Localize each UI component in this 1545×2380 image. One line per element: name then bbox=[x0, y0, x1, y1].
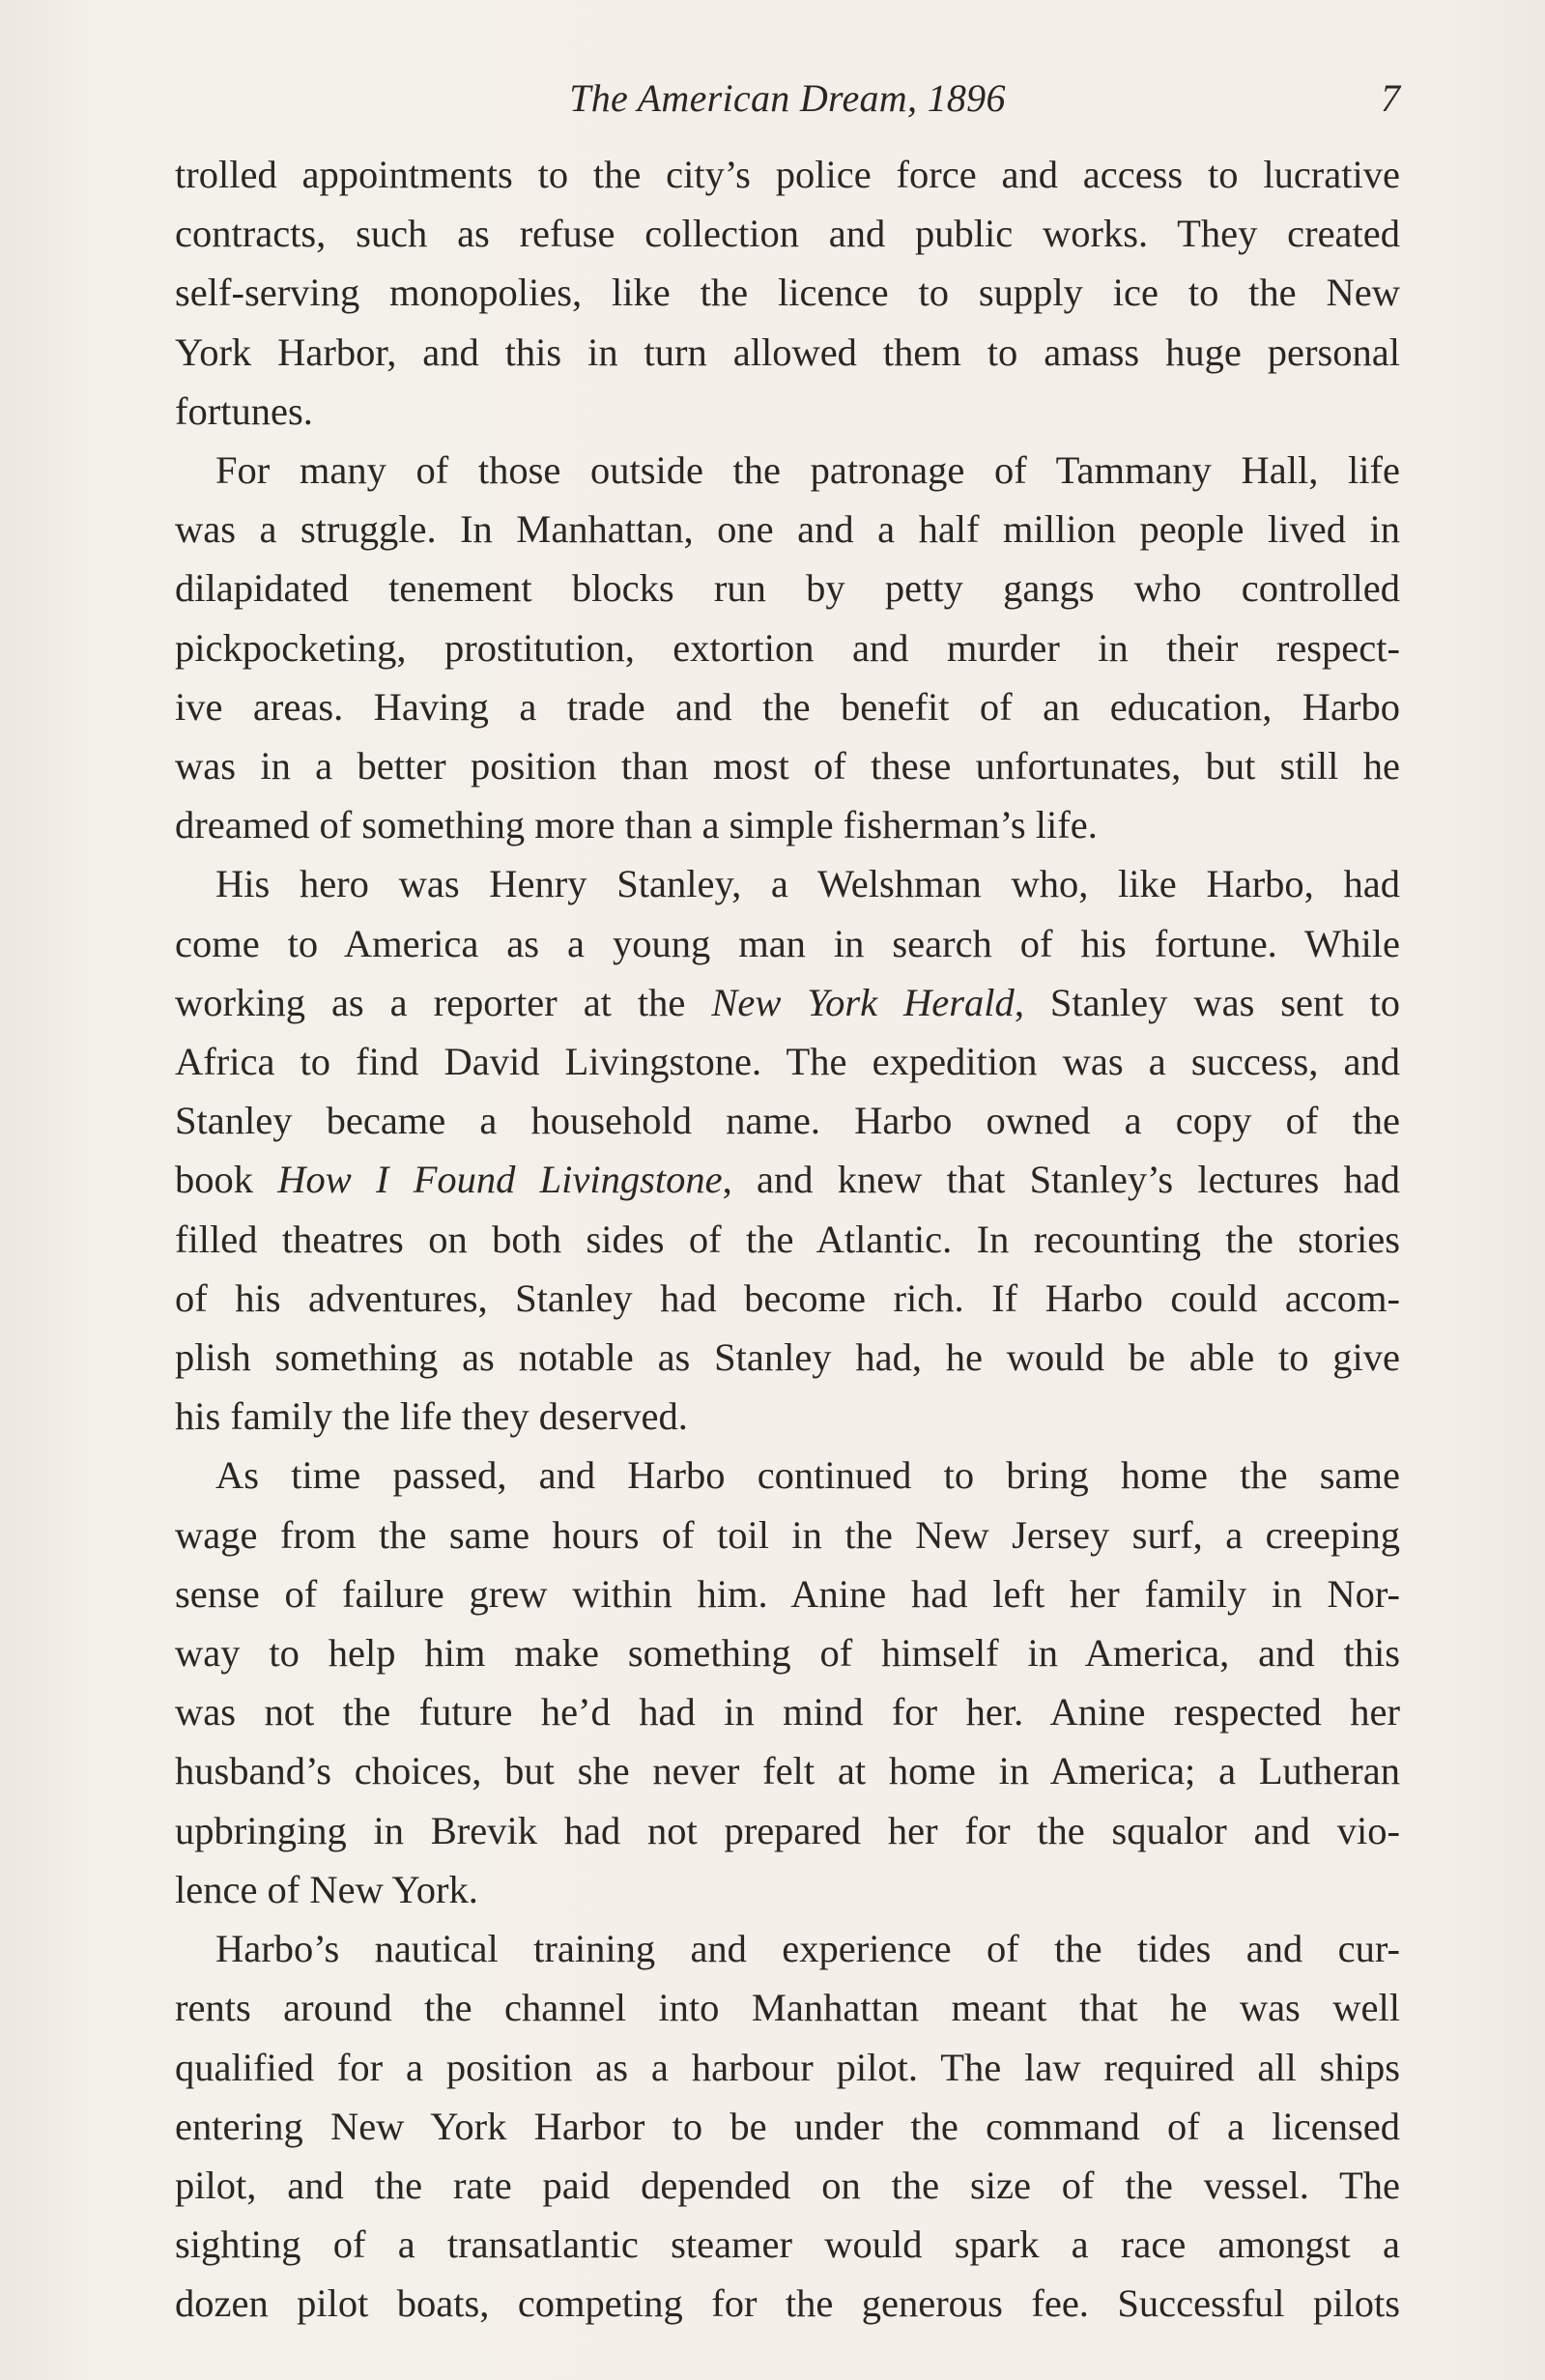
text-line: sighting of a transatlantic steamer would spark a race amongst a bbox=[175, 2222, 1400, 2267]
text-line: of his adventures, Stanley had become rich. If Harbo could accom- bbox=[175, 1276, 1400, 1320]
text-line: way to help him make something of himself in America, and this bbox=[175, 1631, 1400, 1676]
text-line: self-serving monopolies, like the licence to supply ice to the New bbox=[175, 271, 1400, 315]
text-line: Stanley became a household name. Harbo owned a copy of the bbox=[175, 1099, 1400, 1143]
text-line-with-title bbox=[175, 973, 1400, 1032]
text-line: York Harbor, and this in turn allowed them to amass huge personal bbox=[175, 330, 1400, 374]
paragraph-1 bbox=[175, 145, 1400, 441]
text-line: upbringing in Brevik had not prepared her for the squalor and vio- bbox=[175, 1808, 1400, 1852]
text-line: dozen pilot boats, competing for the generous fee. Successful pilots bbox=[175, 2281, 1400, 2326]
text-line: entering New York Harbor to be under the command of a licensed bbox=[175, 2104, 1400, 2148]
paragraph-4 bbox=[175, 1446, 1400, 1919]
text-line: Africa to find David Livingstone. The expedition was a success, and bbox=[175, 1040, 1400, 1084]
text-line: As time passed, and Harbo continued to bring home the same bbox=[215, 1453, 1400, 1498]
text-line: wage from the same hours of toil in the New Jersey surf, a creeping bbox=[175, 1512, 1400, 1557]
text-line: His hero was Henry Stanley, a Welshman who, like Harbo, had bbox=[215, 862, 1400, 906]
text-line: For many of those outside the patronage of Tammany Hall, life bbox=[215, 448, 1400, 493]
text-line: his family the life they deserved. bbox=[175, 1394, 688, 1439]
paragraph-5 bbox=[175, 1919, 1400, 2333]
text-line: ive areas. Having a trade and the benefit of an education, Harbo bbox=[175, 684, 1400, 729]
line-start: book bbox=[175, 1158, 278, 1202]
text-line: lence of New York. bbox=[175, 1867, 478, 1911]
text-line: pilot, and the rate paid depended on the size of the vessel. The bbox=[175, 2163, 1400, 2207]
body-text bbox=[175, 145, 1400, 2334]
text-line: trolled appointments to the city’s police force and access to lucrative bbox=[175, 153, 1400, 196]
paragraph-2 bbox=[175, 441, 1400, 854]
page-number: 7 bbox=[1381, 76, 1400, 120]
text-line: husband’s choices, but she never felt at home in America; a Lutheran bbox=[175, 1749, 1400, 1793]
text-line: qualified for a position as a harbour pilot. The law required all ships bbox=[175, 2045, 1400, 2089]
text-line: Harbo’s nautical training and experience of the tides and cur- bbox=[215, 1927, 1400, 1971]
text-line: dilapidated tenement blocks run by petty gangs who controlled bbox=[175, 566, 1400, 611]
text-line: dreamed of something more than a simple fisherman’s life. bbox=[175, 803, 1098, 847]
text-line: plish something as notable as Stanley had, he would be able to give bbox=[175, 1335, 1400, 1380]
text-line: come to America as a young man in search of his fortune. While bbox=[175, 921, 1400, 965]
book-title: How I Found Livingstone bbox=[277, 1158, 723, 1202]
text-line-with-title bbox=[175, 1150, 1400, 1209]
line-end: , Stanley was sent to bbox=[1014, 980, 1400, 1024]
text-line: sense of failure grew within him. Anine had left her family in Nor- bbox=[175, 1571, 1400, 1616]
text-line: fortunes. bbox=[175, 388, 313, 433]
text-line: rents around the channel into Manhattan meant that he was well bbox=[175, 1986, 1400, 2030]
text-line: pickpocketing, prostitution, extortion and murder in their respect- bbox=[175, 625, 1400, 670]
newspaper-title: New York Herald bbox=[711, 980, 1015, 1024]
line-end: , and knew that Stanley’s lectures had bbox=[722, 1158, 1400, 1202]
running-title: The American Dream, 1896 bbox=[569, 76, 1006, 120]
text-line: contracts, such as refuse collection and public works. They created bbox=[175, 212, 1400, 256]
line-start: working as a reporter at the bbox=[175, 980, 712, 1024]
text-line: was a struggle. In Manhattan, one and a half million people lived in bbox=[175, 507, 1400, 552]
text-line: filled theatres on both sides of the Atlantic. In recounting the stories bbox=[175, 1217, 1400, 1261]
running-head bbox=[175, 70, 1400, 128]
text-line: was not the future he’d had in mind for her. Anine respected her bbox=[175, 1690, 1400, 1735]
text-line: was in a better position than most of these unfortunates, but still he bbox=[175, 744, 1400, 789]
paragraph-3 bbox=[175, 854, 1400, 1446]
